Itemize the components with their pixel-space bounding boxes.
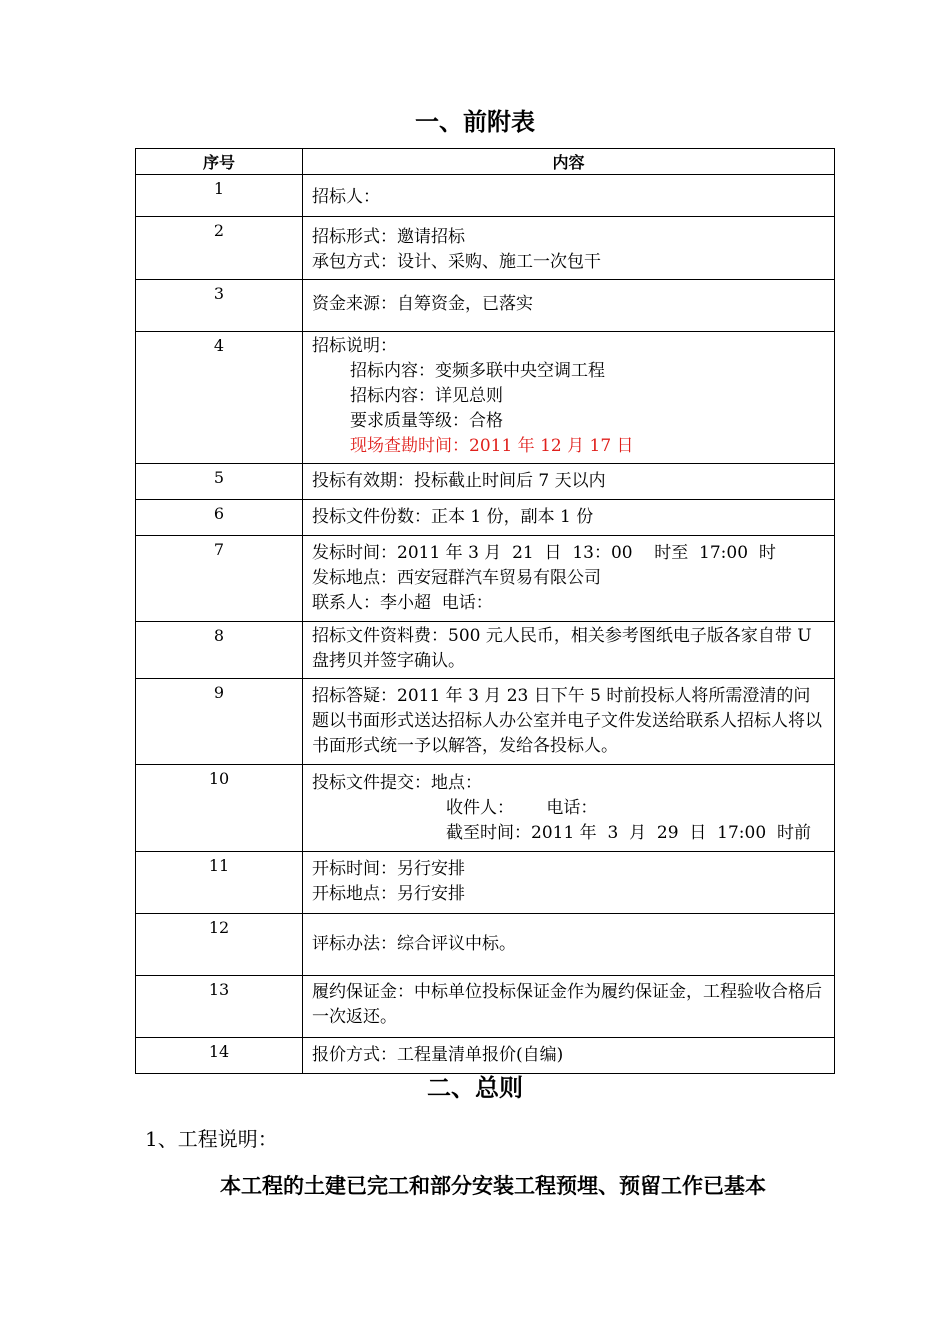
content-line: 招标内容：变频多联中央空调工程 bbox=[350, 361, 605, 381]
row-number: 7 bbox=[136, 536, 303, 622]
content-line: 履约保证金：中标单位投标保证金作为履约保证金，工程验收合格后一次返还。 bbox=[312, 982, 822, 1027]
content-line: 承包方式：设计、采购、施工一次包干 bbox=[312, 252, 601, 272]
content-line: 发标地点：西安冠群汽车贸易有限公司 bbox=[312, 568, 601, 588]
table-row bbox=[136, 976, 835, 1038]
table-row bbox=[136, 280, 835, 332]
row-number: 1 bbox=[136, 175, 303, 217]
row-content bbox=[303, 679, 835, 765]
content-line: 招标说明： bbox=[312, 336, 397, 356]
heading-general-rules: 二、总则 bbox=[427, 1074, 523, 1102]
row-content bbox=[303, 500, 835, 536]
heading-attached-table: 一、前附表 bbox=[415, 108, 535, 136]
body-paragraph: 本工程的土建已完工和部分安装工程预埋、预留工作已基本 bbox=[220, 1174, 766, 1198]
row-content bbox=[303, 332, 835, 464]
table-header-row bbox=[136, 149, 835, 175]
table-row bbox=[136, 536, 835, 622]
content-line: 招标答疑：2011 年 3 月 23 日下午 5 时前投标人将所需澄清的问题以书面形式送达招标人办公室并电子文件发送给联系人招标人将以书面形式统一予以解答，发给各投标人。 bbox=[312, 686, 822, 756]
table-row bbox=[136, 765, 835, 852]
row-content bbox=[303, 536, 835, 622]
content-line: 招标内容：详见总则 bbox=[350, 386, 503, 406]
table-row bbox=[136, 852, 835, 914]
content-line: 招标人： bbox=[312, 187, 380, 207]
row-number: 12 bbox=[136, 914, 303, 976]
row-number: 9 bbox=[136, 679, 303, 765]
content-line: 发标时间：2011 年 3 月 21 日 13：00 时至 17:00 时 bbox=[312, 543, 776, 563]
row-content bbox=[303, 914, 835, 976]
content-line: 截至时间：2011 年 3 月 29 日 17:00 时前 bbox=[446, 823, 811, 843]
row-number: 4 bbox=[136, 332, 303, 464]
content-line: 要求质量等级：合格 bbox=[350, 411, 503, 431]
content-line: 收件人： 电话： bbox=[446, 798, 598, 818]
content-line: 招标文件资料费：500 元人民币，相关参考图纸电子版各家自带 U 盘拷贝并签字确认。 bbox=[312, 626, 812, 671]
content-line: 联系人：李小超 电话： bbox=[312, 593, 493, 613]
header-content: 内容 bbox=[303, 149, 835, 175]
row-content bbox=[303, 622, 835, 679]
content-line: 招标形式：邀请招标 bbox=[312, 227, 465, 247]
section-heading: 1、工程说明： bbox=[145, 1127, 278, 1151]
row-content bbox=[303, 976, 835, 1038]
table-row bbox=[136, 217, 835, 280]
table-row bbox=[136, 175, 835, 217]
row-number: 10 bbox=[136, 765, 303, 852]
table-row bbox=[136, 622, 835, 679]
row-number: 11 bbox=[136, 852, 303, 914]
row-content bbox=[303, 280, 835, 332]
table-row bbox=[136, 332, 835, 464]
row-content bbox=[303, 765, 835, 852]
attached-table bbox=[135, 148, 835, 1074]
row-number: 13 bbox=[136, 976, 303, 1038]
content-line: 投标有效期：投标截止时间后 7 天以内 bbox=[312, 471, 606, 491]
content-line: 评标办法：综合评议中标。 bbox=[312, 934, 516, 954]
row-number: 5 bbox=[136, 464, 303, 500]
content-line: 开标时间：另行安排 bbox=[312, 859, 465, 879]
row-content bbox=[303, 217, 835, 280]
table-row bbox=[136, 679, 835, 765]
table-row bbox=[136, 464, 835, 500]
row-number: 2 bbox=[136, 217, 303, 280]
content-line: 投标文件提交：地点： bbox=[312, 773, 482, 793]
row-content bbox=[303, 175, 835, 217]
row-number: 3 bbox=[136, 280, 303, 332]
row-content bbox=[303, 464, 835, 500]
row-content bbox=[303, 852, 835, 914]
row-number: 14 bbox=[136, 1038, 303, 1074]
row-number: 8 bbox=[136, 622, 303, 679]
header-number: 序号 bbox=[136, 149, 303, 175]
content-line: 投标文件份数：正本 1 份，副本 1 份 bbox=[312, 507, 594, 527]
content-line: 资金来源：自筹资金，已落实 bbox=[312, 294, 533, 314]
row-number: 6 bbox=[136, 500, 303, 536]
content-line: 开标地点：另行安排 bbox=[312, 884, 465, 904]
content-line: 报价方式：工程量清单报价(自编) bbox=[312, 1045, 564, 1065]
table-row bbox=[136, 914, 835, 976]
table-row bbox=[136, 500, 835, 536]
site-survey-time: 现场查勘时间：2011 年 12 月 17 日 bbox=[350, 436, 634, 456]
